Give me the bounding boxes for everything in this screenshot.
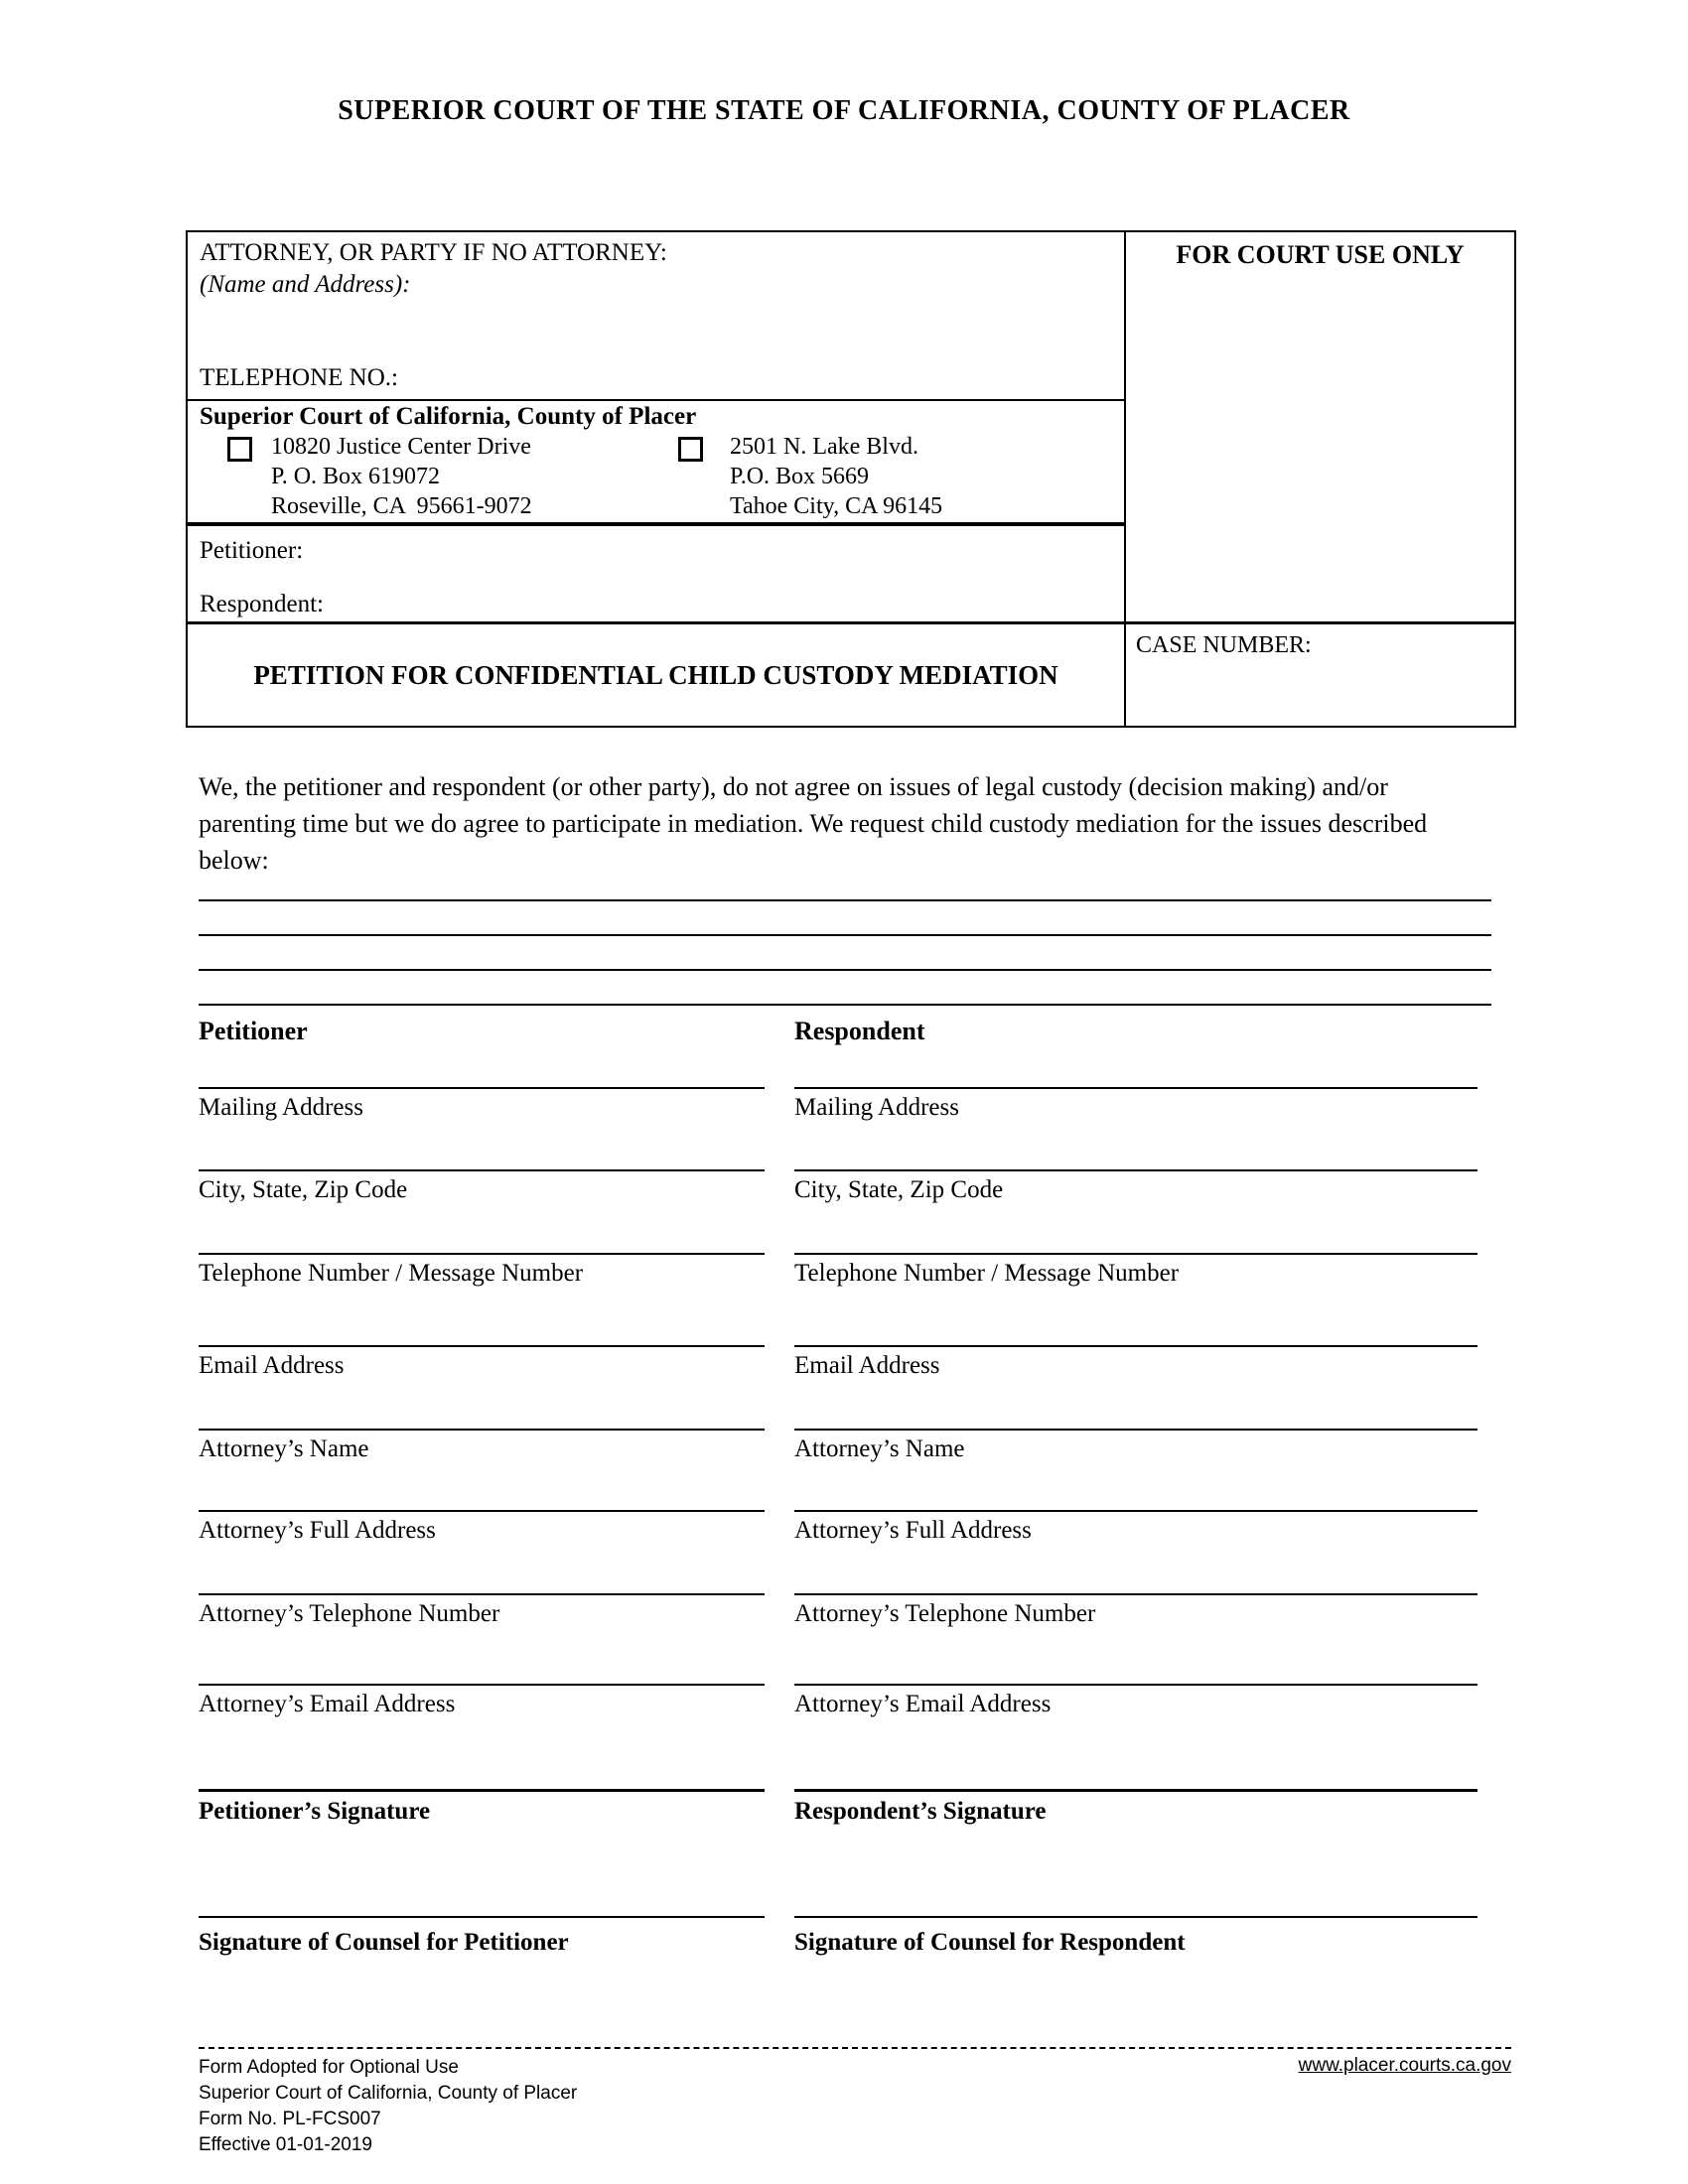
field-label: Attorney’s Name <box>199 1435 369 1462</box>
caption-box-right-column <box>1126 232 1514 726</box>
signature-label: Signature of Counsel for Petitioner <box>199 1929 569 1956</box>
field-label: City, State, Zip Code <box>794 1176 1004 1203</box>
issues-writein-line-2[interactable] <box>199 934 1491 936</box>
case-number-input-area[interactable] <box>1136 664 1503 714</box>
field-label: Attorney’s Name <box>794 1435 965 1462</box>
footer-line-1: Form Adopted for Optional Use <box>199 2057 459 2078</box>
field-label: Telephone Number / Message Number <box>794 1260 1180 1287</box>
respondent-telephone-field[interactable] <box>794 1253 1477 1255</box>
respondent-attorney-name-field[interactable] <box>794 1429 1477 1431</box>
respondent-email-field[interactable] <box>794 1345 1477 1347</box>
field-label: City, State, Zip Code <box>199 1176 408 1203</box>
tahoe-po-box: P.O. Box 5669 <box>730 464 870 489</box>
form-title-section <box>188 624 1124 726</box>
issues-writein-line-4[interactable] <box>199 1004 1491 1006</box>
field-label: Attorney’s Email Address <box>794 1691 1052 1717</box>
petitioner-telephone-field[interactable] <box>199 1253 765 1255</box>
field-label: Email Address <box>794 1352 940 1379</box>
petitioner-attorney-telephone-field[interactable] <box>199 1593 765 1595</box>
court-name: Superior Court of California, County of Placer <box>200 403 697 430</box>
footer-line-2: Superior Court of California, County of Placer <box>199 2083 578 2104</box>
case-number-label: CASE NUMBER: <box>1136 632 1312 658</box>
roseville-city: Roseville, CA 95661-9072 <box>271 493 532 519</box>
field-label: Attorney’s Full Address <box>199 1517 436 1544</box>
checkbox-tahoe-location[interactable] <box>678 437 703 462</box>
respondent-column-header: Respondent <box>794 1017 925 1045</box>
footer-effective-date: Effective 01-01-2019 <box>199 2134 372 2155</box>
roseville-po-box: P. O. Box 619072 <box>271 464 441 489</box>
respondent-label: Respondent: <box>200 591 324 617</box>
respondent-attorney-email-field[interactable] <box>794 1684 1477 1686</box>
field-label: Email Address <box>199 1352 345 1379</box>
respondent-attorney-address-field[interactable] <box>794 1510 1477 1512</box>
respondent-mailing-address-field[interactable] <box>794 1087 1477 1089</box>
field-label: Attorney’s Telephone Number <box>794 1600 1096 1627</box>
footer-divider <box>199 2047 1511 2049</box>
telephone-input-area[interactable] <box>386 363 1081 393</box>
attorney-name-address-input-area[interactable] <box>200 304 1093 359</box>
tahoe-city: Tahoe City, CA 96145 <box>730 493 943 519</box>
petitioner-city-state-zip-field[interactable] <box>199 1169 765 1171</box>
petitioner-label: Petitioner: <box>200 537 304 564</box>
petitioner-attorney-email-field[interactable] <box>199 1684 765 1686</box>
respondent-signature-line[interactable] <box>794 1789 1477 1792</box>
petitioner-column-header: Petitioner <box>199 1017 308 1045</box>
caption-box <box>186 230 1516 728</box>
petitioner-attorney-address-field[interactable] <box>199 1510 765 1512</box>
field-label: Attorney’s Full Address <box>794 1517 1032 1544</box>
respondent-name-input-area[interactable] <box>347 590 1101 619</box>
field-label: Attorney’s Email Address <box>199 1691 456 1717</box>
petitioner-name-input-area[interactable] <box>327 536 1101 566</box>
caption-box-left-column <box>188 232 1126 726</box>
signature-label: Respondent’s Signature <box>794 1798 1047 1825</box>
attorney-section <box>188 232 1124 401</box>
field-label: Mailing Address <box>794 1094 959 1121</box>
parties-section <box>188 526 1124 624</box>
petitioner-signature-line[interactable] <box>199 1789 765 1792</box>
court-website-link[interactable]: www.placer.courts.ca.gov <box>1298 2055 1511 2076</box>
telephone-label: TELEPHONE NO.: <box>200 364 398 391</box>
petitioner-attorney-name-field[interactable] <box>199 1429 765 1431</box>
field-label: Attorney’s Telephone Number <box>199 1600 500 1627</box>
footer-info-block <box>199 2055 577 2158</box>
checkbox-roseville-location[interactable] <box>227 437 252 462</box>
counsel-petitioner-signature-line[interactable] <box>199 1916 765 1918</box>
signature-label: Petitioner’s Signature <box>199 1798 431 1825</box>
court-address-section <box>188 401 1124 526</box>
field-label: Mailing Address <box>199 1094 363 1121</box>
issues-writein-line-3[interactable] <box>199 969 1491 971</box>
attorney-label: ATTORNEY, OR PARTY IF NO ATTORNEY: <box>200 239 667 266</box>
issues-writein-line-1[interactable] <box>199 899 1491 901</box>
case-number-section <box>1126 621 1514 726</box>
petitioner-email-field[interactable] <box>199 1345 765 1347</box>
form-title: PETITION FOR CONFIDENTIAL CHILD CUSTODY MEDIATION <box>253 659 1058 690</box>
footer-form-number: Form No. PL-FCS007 <box>199 2109 381 2129</box>
page-title: SUPERIOR COURT OF THE STATE OF CALIFORNIA, COUNTY OF PLACER <box>338 95 1350 126</box>
respondent-city-state-zip-field[interactable] <box>794 1169 1477 1171</box>
signature-label: Signature of Counsel for Respondent <box>794 1929 1186 1956</box>
field-label: Telephone Number / Message Number <box>199 1260 584 1287</box>
for-court-use-only-label: FOR COURT USE ONLY <box>1176 240 1465 269</box>
tahoe-street: 2501 N. Lake Blvd. <box>730 434 918 460</box>
intro-paragraph: We, the petitioner and respondent (or other party), do not agree on issues of legal custody (decision making) and/or parenting time but we do agree to participate in mediation. We request child custody mediation for the issues described below: <box>199 772 1428 875</box>
roseville-street: 10820 Justice Center Drive <box>271 434 531 460</box>
attorney-name-address-label: (Name and Address): <box>200 271 411 298</box>
respondent-attorney-telephone-field[interactable] <box>794 1593 1477 1595</box>
counsel-respondent-signature-line[interactable] <box>794 1916 1477 1918</box>
petitioner-mailing-address-field[interactable] <box>199 1087 765 1089</box>
